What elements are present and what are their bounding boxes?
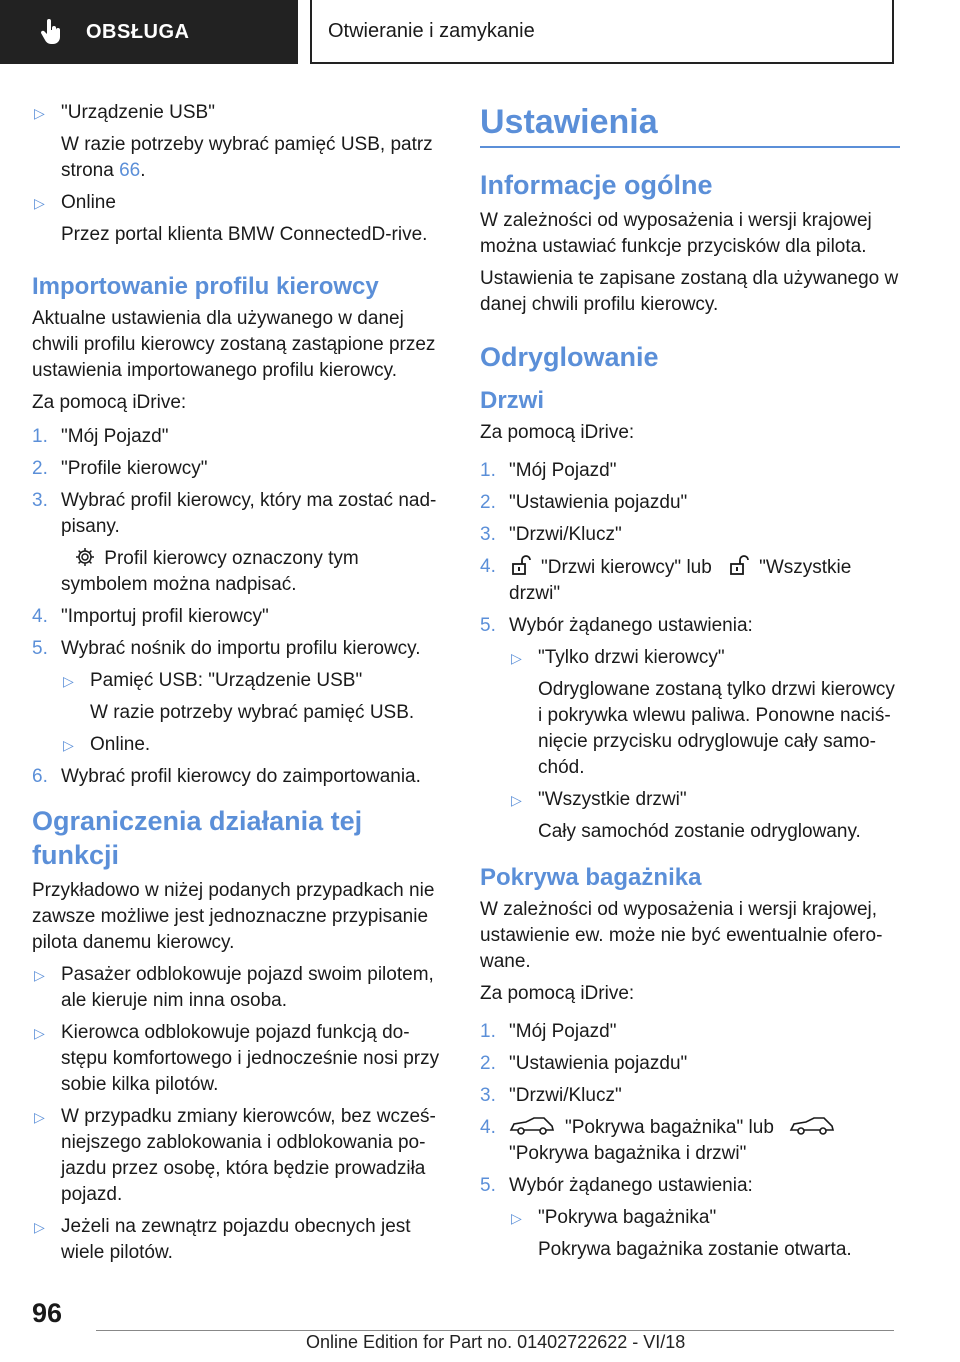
step-item: 3. Wybrać profil kierowcy, który ma zostać nad-pisany.	[32, 490, 437, 537]
section-label: OBSŁUGA	[86, 20, 190, 43]
bullet-item: ▷ Kierowca odblokowuje pojazd funkcją do-stępu komfortowego i jednocześnie nosi przy sobie kilka pilotów.	[32, 1020, 448, 1098]
section-tab	[0, 0, 298, 64]
step-item: 1. "Mój Pojazd"	[480, 460, 617, 481]
bullet-triangle-icon: ▷	[63, 673, 74, 689]
bullet-item: ▷ Online.	[61, 732, 448, 758]
gear-icon	[75, 547, 95, 567]
heading-trunk-lid: Pokrywa bagażnika	[480, 864, 702, 891]
step-item: 2. "Ustawienia pojazdu"	[480, 492, 688, 513]
car-trunk-icon	[789, 1116, 835, 1136]
bullet-item: ▷ Pamięć USB: "Urządzenie USB" W razie potrzeby wybrać pamięć USB.	[61, 668, 448, 726]
bullet-detail: Przez portal klienta BMW ConnectedD-rive.	[61, 224, 428, 245]
step-item: 6. Wybrać profil kierowcy do zaimportowania.	[32, 766, 421, 787]
page-number: 96	[32, 1298, 63, 1328]
bullet-item: ▷ Jeżeli na zewnątrz pojazdu obecnych jest wiele pilotów.	[32, 1214, 448, 1266]
bullet-triangle-icon: ▷	[34, 1109, 45, 1125]
bullet-triangle-icon: ▷	[34, 105, 45, 121]
heading-import-profile: Importowanie profilu kierowcy	[32, 273, 379, 300]
bullet-triangle-icon: ▷	[511, 792, 522, 808]
step-note: Profil kierowcy oznaczony tym symbolem można nadpisać.	[61, 548, 359, 595]
bullet-triangle-icon: ▷	[63, 737, 74, 753]
bullet-triangle-icon: ▷	[511, 650, 522, 666]
step-item: 4. "Importuj profil kierowcy"	[32, 606, 269, 627]
hand-pointer-icon	[40, 19, 64, 45]
chapter-tab	[310, 0, 894, 64]
bullet-item	[32, 100, 448, 184]
step-item: 5. Wybór żądanego ustawienia:	[480, 1175, 753, 1196]
bullet-detail: W razie potrzeby wybrać pamięć USB, patrz strona 66.	[61, 134, 433, 181]
bullet-item	[32, 190, 448, 248]
bullet-label: Online	[61, 192, 116, 213]
right-column	[480, 100, 900, 1269]
step-item: 3. "Drzwi/Klucz"	[480, 524, 622, 545]
heading-unlocking: Odryglowanie	[480, 342, 659, 372]
paragraph: Za pomocą iDrive:	[480, 422, 635, 443]
title-divider	[480, 146, 900, 148]
page-link[interactable]: 66	[119, 160, 141, 181]
unlock-icon	[727, 554, 749, 576]
bullet-triangle-icon: ▷	[34, 1025, 45, 1041]
step-item: 2. "Profile kierowcy"	[32, 458, 208, 479]
heading-doors: Drzwi	[480, 387, 545, 414]
chapter-label: Otwieranie i zamykanie	[328, 19, 535, 42]
page-title: Ustawienia	[480, 103, 658, 141]
heading-limitations: Ograniczenia działania tej funkcji	[32, 806, 363, 870]
unlock-icon	[509, 554, 531, 576]
step-item: 2. "Ustawienia pojazdu"	[480, 1053, 688, 1074]
bullet-item: ▷ "Pokrywa bagażnika" Pokrywa bagażnika zostanie otwarta.	[509, 1205, 900, 1263]
left-column	[32, 100, 448, 1272]
step-item: 1. "Mój Pojazd"	[32, 426, 169, 447]
paragraph: W zależności od wyposażenia i wersji krajowej można ustawiać funkcje przycisków dla pilota.	[480, 210, 872, 257]
paragraph: Przykładowo w niżej podanych przypadkach nie zawsze możliwe jest jednoznaczne przypisanie pilota danemu kierowcy.	[32, 880, 435, 953]
bullet-label: "Urządzenie USB"	[61, 102, 215, 123]
step-item: 3. "Drzwi/Klucz"	[480, 1085, 622, 1106]
bullet-item: ▷ W przypadku zmiany kierowców, bez wcześ-niejszego zablokowania i odblokowania po-jazdu przez osobę, która będzie prowadziła pojazd.	[32, 1104, 448, 1208]
paragraph: Aktualne ustawienia dla używanego w danej chwili profilu kierowcy zostaną zastąpione przez ustawienia importowanego profilu kierowcy.	[32, 308, 436, 381]
paragraph: W zależności od wyposażenia i wersji krajowej, ustawienie ew. może nie być ewentualnie ofero-wane.	[480, 899, 883, 972]
footer-edition: Online Edition for Part no. 01402722622 - VI/18	[306, 1332, 686, 1352]
page-header	[0, 0, 960, 66]
paragraph: Za pomocą iDrive:	[32, 392, 187, 413]
paragraph: Za pomocą iDrive:	[480, 983, 635, 1004]
bullet-triangle-icon: ▷	[34, 967, 45, 983]
step-item: 4. "Pokrywa bagażnika" lub "Pokrywa bagażnika i drzwi"	[480, 1115, 900, 1167]
step-item: 4. "Drzwi kierowcy" lub "Wszystkie drzwi"	[480, 556, 852, 604]
paragraph: Ustawienia te zapisane zostaną dla używanego w danej chwili profilu kierowcy.	[480, 268, 899, 315]
bullet-item: ▷ "Wszystkie drzwi" Cały samochód zostanie odryglowany.	[509, 787, 900, 845]
footer-divider	[96, 1330, 894, 1331]
bullet-item: ▷ Pasażer odblokowuje pojazd swoim pilotem, ale kieruje nim inna osoba.	[32, 962, 448, 1014]
bullet-triangle-icon: ▷	[34, 1219, 45, 1235]
bullet-triangle-icon: ▷	[34, 195, 45, 211]
car-trunk-icon	[509, 1116, 555, 1136]
step-item: 5. Wybrać nośnik do importu profilu kierowcy.	[32, 638, 421, 659]
bullet-item: ▷ "Tylko drzwi kierowcy" Odryglowane zostaną tylko drzwi kierowcy i pokrywka wlewu paliwa. Ponowne naciś-nięcie przycisku odryglowuje cały samo-chód.	[509, 645, 900, 781]
step-item: 1. "Mój Pojazd"	[480, 1021, 617, 1042]
bullet-triangle-icon: ▷	[511, 1210, 522, 1226]
heading-general-info: Informacje ogólne	[480, 170, 713, 200]
step-item: 5. Wybór żądanego ustawienia:	[480, 615, 753, 636]
